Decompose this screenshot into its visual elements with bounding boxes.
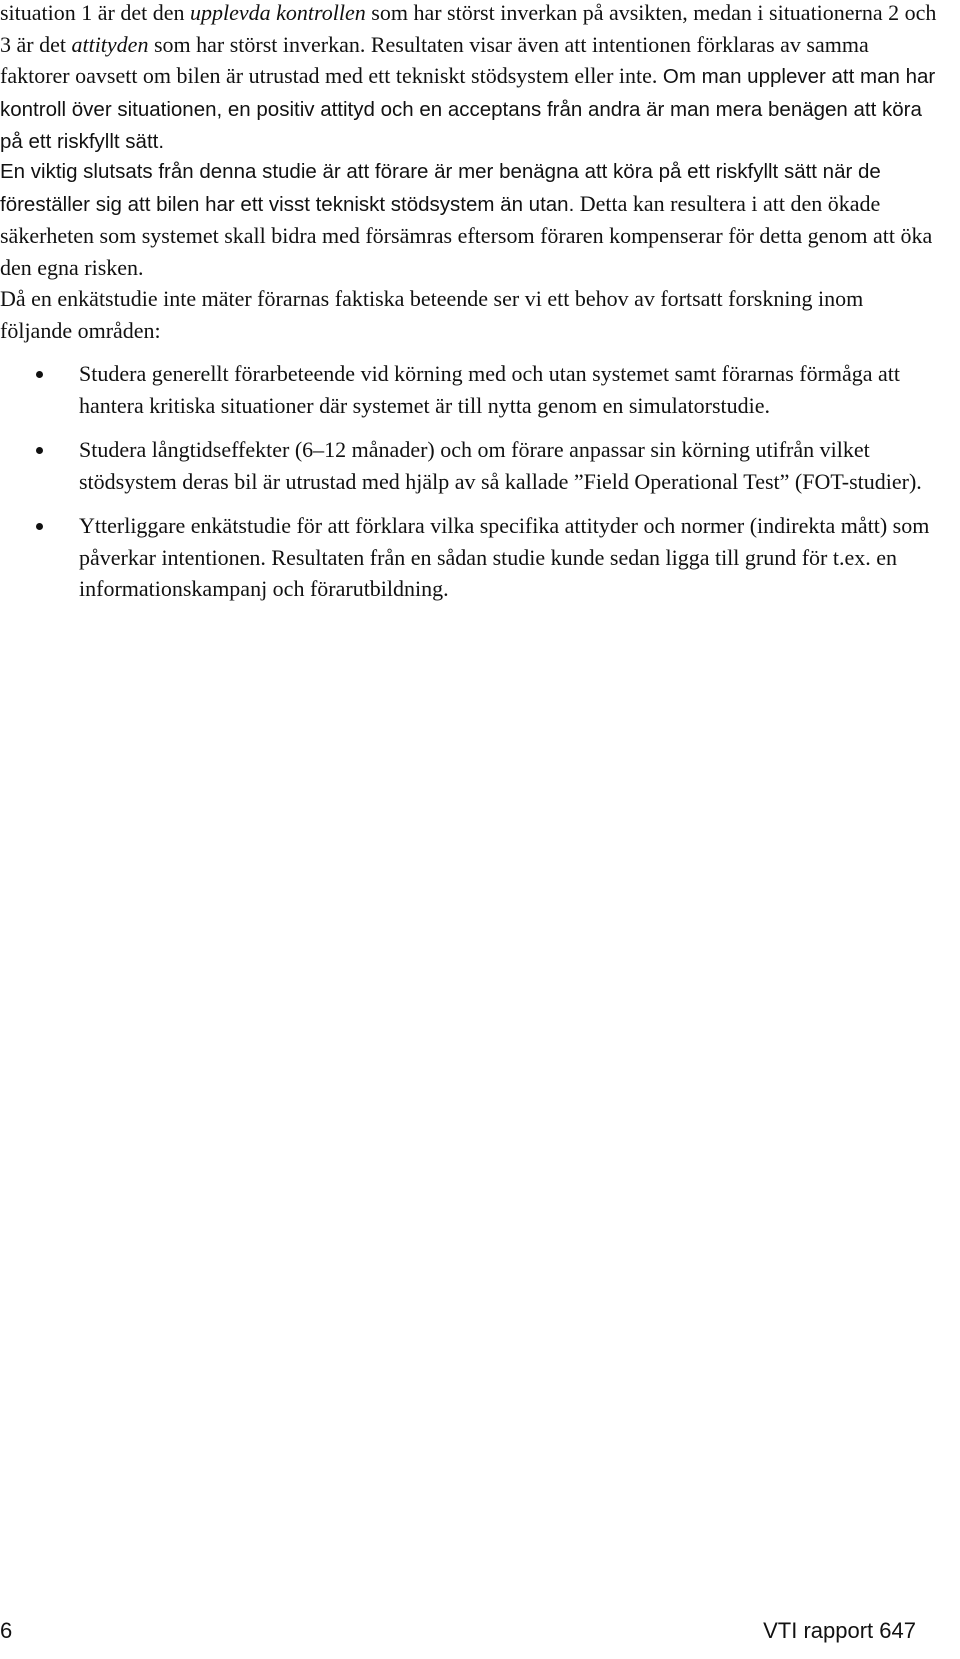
page-number: 6 <box>0 1618 13 1643</box>
text-run: som har störst inverkan. Resultaten visar även att intentionen förklaras av samma faktorer oavsett om bilen är utrustad med ett tekniskt stödsystem eller inte. <box>0 31 869 88</box>
sans-text-run: En viktig slutsats från denna studie är att förare är mer benägna att köra på ett riskfyllt sätt när de föreställer sig att bilen har ett visst tekniskt stödsystem än utan. <box>0 160 881 216</box>
italic-term-perceived-control: upplevda kontrollen <box>190 0 366 25</box>
list-item <box>0 434 940 497</box>
bullet-icon <box>36 447 43 454</box>
results-paragraph <box>0 0 940 158</box>
italic-term-attitude: attityden <box>71 31 149 57</box>
list-item-text: Ytterliggare enkätstudie för att förklara vilka specifika attityder och normer (indirekta mått) som påverkar intentionen. Resultaten från en sådan studie kunde sedan ligga till grund för t.ex. en informationskampanj och förarutbildning. <box>79 513 930 601</box>
bullet-icon <box>36 523 43 530</box>
future-research-intro: Då en enkätstudie inte mäter förarnas faktiska beteende ser vi ett behov av fortsatt forskning inom följande områden: <box>0 286 864 343</box>
conclusion-paragraph <box>0 155 940 283</box>
sans-text-run: Om man upplever att man har kontroll över situationen, en positiv attityd och en acceptans från andra är man mera benägen att köra på ett riskfyllt sätt. <box>0 65 936 153</box>
list-item-text: Studera generellt förarbeteende vid körning med och utan systemet samt förarnas förmåga att hantera kritiska situationer där systemet är till nytta genom en simulatorstudie. <box>79 361 901 418</box>
research-areas-list <box>0 358 940 618</box>
report-name: VTI rapport 647 <box>763 1618 916 1643</box>
list-item <box>0 510 940 605</box>
list-item-text: Studera långtidseffekter (6–12 månader) och om förare anpassar sin körning utifrån vilket stödsystem deras bil är utrustad med hjälp av så kallade ”Field Operational Test” (FOT-studier). <box>79 437 922 494</box>
list-item <box>0 358 940 421</box>
text-run: situation 1 är det den <box>0 0 191 25</box>
text-run: Detta kan resultera i att den ökade säkerheten som systemet skall bidra med försämras eftersom föraren kompenserar för detta genom att öka den egna risken. <box>0 190 933 280</box>
bullet-icon <box>36 371 43 378</box>
text-run: som har störst inverkan på avsikten, medan i situationerna 2 och 3 är det <box>0 0 937 57</box>
